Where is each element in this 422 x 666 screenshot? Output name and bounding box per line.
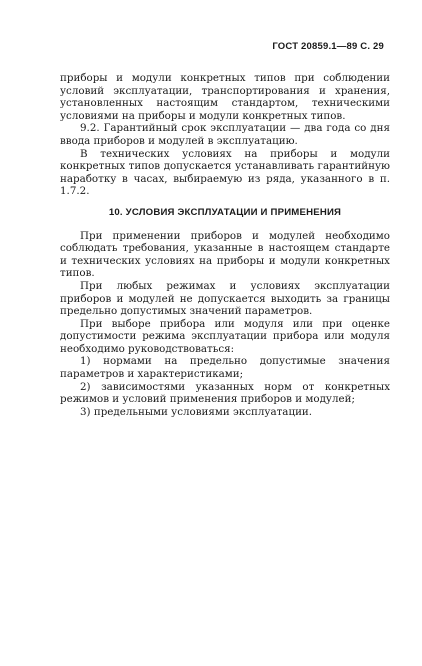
list-item: 1) нормами на предельно допустимые значения параметров и характеристиками; (60, 355, 390, 381)
paragraph-limits: При любых режимах и условиях эксплуатации приборов и модулей не допускается выходить за границы предельно допустимых значений параметров. (60, 279, 390, 318)
paragraph-warranty-hours: В технических условиях на приборы и модули конкретных типов допускается устанавливать гарантийную наработку в часах, выбираемую из ряда, указанного в п. 1.7.2. (60, 147, 390, 198)
paragraph-selection: При выборе прибора или модуля или при оценке допустимости режима эксплуатации прибора или модуля необходимо руководствоваться: (60, 317, 390, 355)
paragraph-requirements: При применении приборов и модулей необходимо соблюдать требования, указанные в настоящем стандарте и технических условиях на приборы и модули конкретных типов. (60, 229, 390, 280)
section-title: 10. УСЛОВИЯ ЭКСПЛУАТАЦИИ И ПРИМЕНЕНИЯ (108, 206, 342, 218)
page-header: ГОСТ 20859.1—89 С. 29 (272, 41, 384, 52)
page-body (60, 72, 390, 418)
list-item: 3) предельными условиями эксплуатации. (80, 405, 313, 418)
paragraph-continuation: приборы и модули конкретных типов при соблюдении условий эксплуатации, транспортирования и хранения, установленных настоящим стандартом, техническими условиями на приборы и модули конкретных типов. (60, 72, 390, 122)
list-item: 2) зависимостями указанных норм от конкретных режимов и условий применения приборов и модулей; (60, 380, 390, 406)
paragraph-warranty-period: 9.2. Гарантийный срок эксплуатации — два года со дня ввода приборов и модулей в эксплуатацию. (60, 122, 390, 147)
